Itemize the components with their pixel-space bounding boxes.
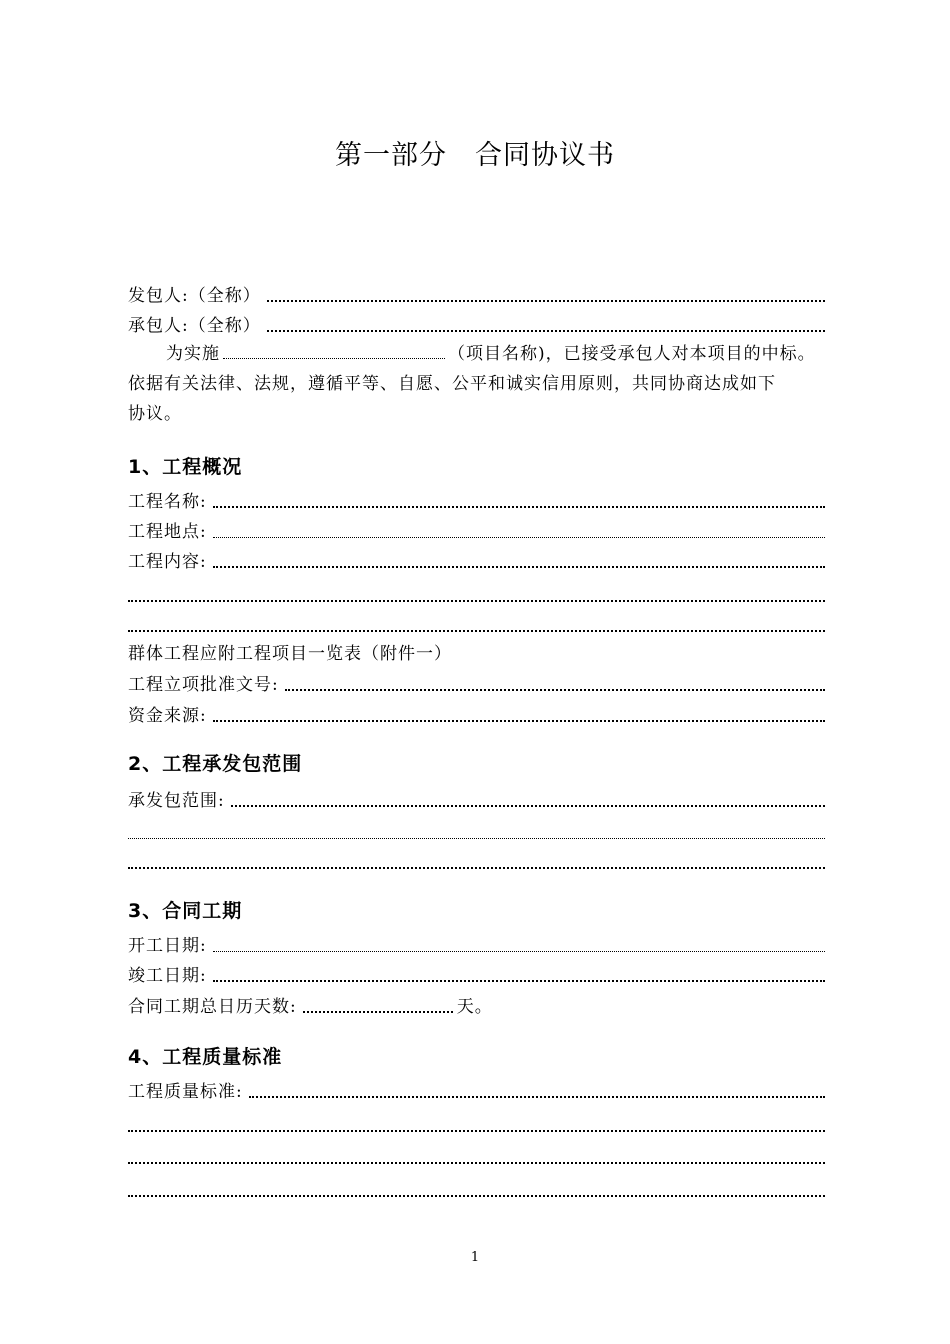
project-content-label: 工程内容: [128, 552, 207, 572]
approval-label: 工程立项批准文号: [128, 675, 279, 695]
start-date-label: 开工日期: [128, 936, 207, 956]
group-note-row [128, 636, 825, 664]
intro-paragraph [128, 339, 825, 429]
section-4-heading: 4、工程质量标准 [128, 1046, 283, 1068]
finish-date-label: 竣工日期: [128, 966, 207, 986]
scope-label: 承发包范围: [128, 791, 225, 811]
employer-field[interactable] [267, 300, 825, 302]
project-location-input[interactable] [213, 537, 825, 538]
contractor-field[interactable] [267, 330, 825, 332]
section-3-heading: 3、合同工期 [128, 900, 243, 922]
project-name-input[interactable] [213, 506, 825, 508]
contractor-row [128, 308, 825, 336]
project-content-blank-1[interactable] [128, 600, 825, 602]
section-2-heading: 2、工程承发包范围 [128, 753, 303, 775]
start-date-input[interactable] [213, 951, 825, 952]
start-date-row [128, 928, 825, 956]
project-location-row [128, 514, 825, 542]
project-content-input[interactable] [213, 566, 825, 568]
project-name-label: 工程名称: [128, 492, 207, 512]
duration-row [128, 989, 493, 1017]
quality-blank-2[interactable] [128, 1162, 825, 1164]
group-note: 群体工程应附工程项目一览表（附件一） [128, 644, 452, 664]
funding-label: 资金来源: [128, 706, 207, 726]
employer-row [128, 278, 825, 306]
scope-row [128, 783, 825, 811]
duration-input[interactable] [303, 1011, 453, 1013]
quality-input[interactable] [249, 1096, 825, 1098]
finish-date-row [128, 958, 825, 986]
approval-input[interactable] [285, 689, 825, 691]
intro-prefix: 为实施 [166, 344, 220, 364]
intro-line-1 [128, 339, 825, 369]
page-title: 第一部分 合同协议书 [335, 140, 615, 171]
intro-line-2: 依据有关法律、法规，遵循平等、自愿、公平和诚实信用原则，共同协商达成如下 [128, 374, 776, 394]
employer-label: 发包人:（全称） [128, 286, 261, 306]
page-number: 1 [470, 1250, 480, 1265]
duration-label: 合同工期总日历天数: [128, 997, 297, 1017]
quality-label: 工程质量标准: [128, 1082, 243, 1102]
project-content-blank-2[interactable] [128, 630, 825, 632]
project-name-field[interactable] [223, 344, 445, 359]
funding-input[interactable] [213, 720, 825, 722]
intro-line-3: 协议。 [128, 404, 182, 424]
scope-blank-2[interactable] [128, 867, 825, 869]
scope-blank-1[interactable] [128, 838, 825, 839]
contractor-label: 承包人:（全称） [128, 316, 261, 336]
duration-unit: 天。 [456, 997, 493, 1017]
scope-input[interactable] [231, 805, 825, 807]
quality-row [128, 1074, 825, 1102]
finish-date-input[interactable] [213, 980, 825, 982]
quality-blank-3[interactable] [128, 1195, 825, 1197]
project-name-row [128, 484, 825, 512]
section-1-heading: 1、工程概况 [128, 456, 243, 478]
project-content-row [128, 544, 825, 572]
intro-suffix: （项目名称)，已接受承包人对本项目的中标。 [448, 344, 816, 364]
approval-row [128, 667, 825, 695]
funding-row [128, 698, 825, 726]
project-location-label: 工程地点: [128, 522, 207, 542]
quality-blank-1[interactable] [128, 1130, 825, 1132]
